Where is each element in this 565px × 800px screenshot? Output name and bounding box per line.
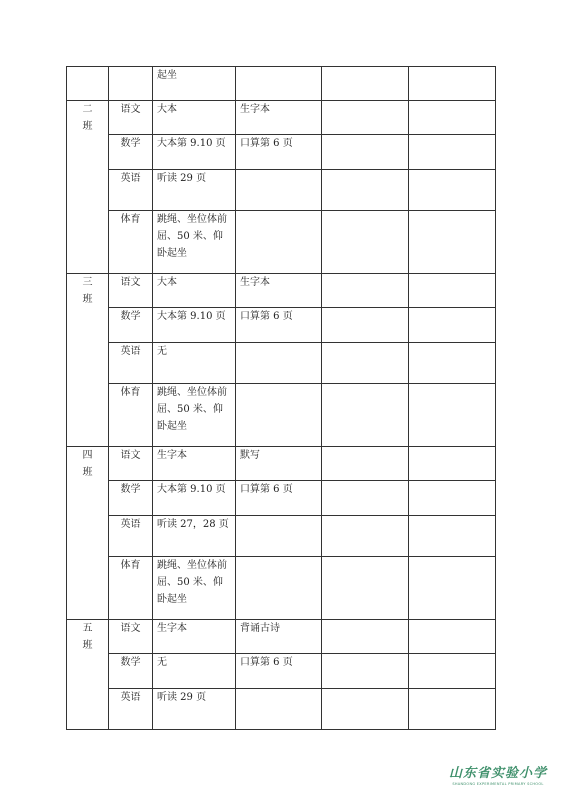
homework-extra-cell <box>236 170 322 211</box>
subject-cell: 数学 <box>109 654 153 689</box>
table-row <box>67 654 496 689</box>
table-cell <box>109 67 153 101</box>
subject-cell: 数学 <box>109 481 153 516</box>
table-row <box>67 481 496 516</box>
homework-cell: 跳绳、坐位体前屈、50 米、仰卧起坐 <box>153 211 236 274</box>
homework-extra-cell: 口算第 6 页 <box>236 481 322 516</box>
table-cell <box>322 689 409 730</box>
subject-cell: 英语 <box>109 343 153 384</box>
table-row <box>67 447 496 481</box>
homework-extra-cell: 生字本 <box>236 274 322 308</box>
table-cell <box>409 274 496 308</box>
subject-cell: 体育 <box>109 384 153 447</box>
homework-extra-cell: 口算第 6 页 <box>236 308 322 343</box>
table-cell <box>409 135 496 170</box>
logo-name-en: SHANDONG EXPERIMENTAL PRIMARY SCHOOL <box>452 782 544 786</box>
table-cell <box>409 689 496 730</box>
table-cell <box>322 211 409 274</box>
table-cell <box>322 447 409 481</box>
homework-extra-cell: 默写 <box>236 447 322 481</box>
table-cell <box>322 654 409 689</box>
table-row <box>67 557 496 620</box>
table-cell <box>322 274 409 308</box>
homework-cell: 跳绳、坐位体前屈、50 米、仰卧起坐 <box>153 557 236 620</box>
table-cell <box>409 384 496 447</box>
table-cell <box>409 170 496 211</box>
homework-cell: 无 <box>153 343 236 384</box>
homework-cell: 大本第 9.10 页 <box>153 135 236 170</box>
table-row <box>67 67 496 101</box>
class-name-cell <box>67 620 109 730</box>
homework-cell: 听读 29 页 <box>153 170 236 211</box>
class-name-cell <box>67 274 109 447</box>
class-name: 四班 <box>82 450 93 478</box>
homework-extra-cell <box>236 211 322 274</box>
table-cell <box>322 67 409 101</box>
homework-extra-cell: 生字本 <box>236 101 322 135</box>
homework-extra-cell <box>236 557 322 620</box>
table-row <box>67 170 496 211</box>
table-cell <box>322 384 409 447</box>
table-cell <box>322 481 409 516</box>
subject-cell: 体育 <box>109 211 153 274</box>
class-name: 五班 <box>82 623 93 651</box>
subject-cell: 英语 <box>109 689 153 730</box>
school-logo <box>449 766 547 790</box>
table-cell <box>322 343 409 384</box>
homework-extra-cell: 背诵古诗 <box>236 620 322 654</box>
class-name: 三班 <box>82 277 93 305</box>
homework-extra-cell: 口算第 6 页 <box>236 135 322 170</box>
subject-cell: 语文 <box>109 101 153 135</box>
table-row <box>67 211 496 274</box>
table-cell <box>236 67 322 101</box>
table-cell <box>409 67 496 101</box>
homework-cell: 无 <box>153 654 236 689</box>
table-cell <box>409 654 496 689</box>
table-row <box>67 135 496 170</box>
subject-cell: 语文 <box>109 447 153 481</box>
table-cell: 起坐 <box>153 67 236 101</box>
class-name: 二班 <box>82 104 93 132</box>
subject-cell: 数学 <box>109 135 153 170</box>
homework-cell: 跳绳、坐位体前屈、50 米、仰卧起坐 <box>153 384 236 447</box>
homework-cell: 生字本 <box>153 620 236 654</box>
subject-cell: 数学 <box>109 308 153 343</box>
subject-cell: 英语 <box>109 170 153 211</box>
homework-extra-cell: 口算第 6 页 <box>236 654 322 689</box>
subject-cell: 体育 <box>109 557 153 620</box>
homework-table <box>66 66 496 730</box>
table-cell <box>322 135 409 170</box>
table-row <box>67 620 496 654</box>
table-cell <box>409 516 496 557</box>
table-cell <box>409 308 496 343</box>
table-row <box>67 516 496 557</box>
logo-name-cn: 山东省实验小学 <box>449 766 548 781</box>
homework-cell: 大本 <box>153 274 236 308</box>
table-cell <box>322 308 409 343</box>
table-cell <box>67 67 109 101</box>
homework-cell: 大本第 9.10 页 <box>153 308 236 343</box>
table-cell <box>322 620 409 654</box>
table-row <box>67 343 496 384</box>
homework-extra-cell <box>236 516 322 557</box>
table-row <box>67 689 496 730</box>
homework-cell: 听读 27，28 页 <box>153 516 236 557</box>
subject-cell: 英语 <box>109 516 153 557</box>
table-cell <box>322 516 409 557</box>
table-cell <box>409 447 496 481</box>
table-cell <box>409 343 496 384</box>
table-cell <box>409 211 496 274</box>
homework-extra-cell <box>236 689 322 730</box>
class-name-cell <box>67 101 109 274</box>
homework-cell: 听读 29 页 <box>153 689 236 730</box>
homework-extra-cell <box>236 384 322 447</box>
table-cell <box>322 170 409 211</box>
table-row <box>67 384 496 447</box>
table-row <box>67 274 496 308</box>
class-name-cell <box>67 447 109 620</box>
table-cell <box>409 481 496 516</box>
table-cell <box>322 557 409 620</box>
table-cell <box>409 620 496 654</box>
table-cell <box>409 101 496 135</box>
homework-cell: 生字本 <box>153 447 236 481</box>
table-cell <box>409 557 496 620</box>
homework-extra-cell <box>236 343 322 384</box>
homework-cell: 大本第 9.10 页 <box>153 481 236 516</box>
table-cell <box>322 101 409 135</box>
table-row <box>67 101 496 135</box>
homework-cell: 大本 <box>153 101 236 135</box>
table-row <box>67 308 496 343</box>
subject-cell: 语文 <box>109 620 153 654</box>
subject-cell: 语文 <box>109 274 153 308</box>
